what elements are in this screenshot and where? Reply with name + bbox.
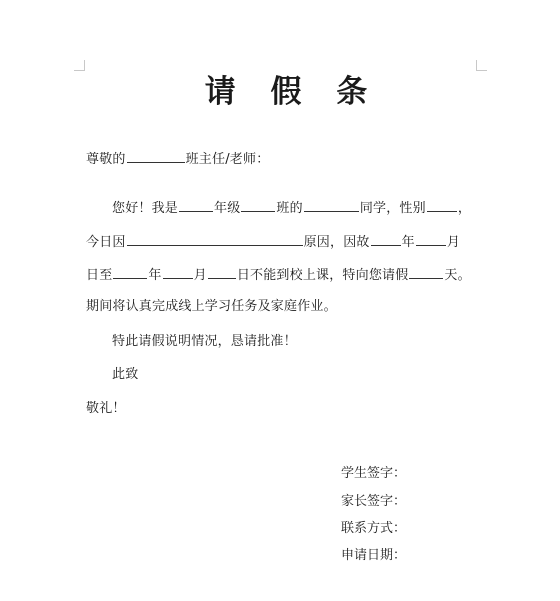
start-year-blank[interactable] [371,232,401,246]
intro-text-3: 班的 [276,201,303,216]
grade-blank[interactable] [179,198,213,212]
closing-jingli: 敬礼！ [86,401,126,416]
parent-signature-label: 家长签字： [341,494,407,509]
student-name-blank[interactable] [304,198,359,212]
salutation-prefix: 尊敬的 [86,152,126,167]
salutation-suffix: 班主任/老师： [185,152,270,167]
dates-text-5: 天。 [444,268,471,283]
reason-text-2: 原因，因故 [303,235,370,250]
paragraph-commitment: 期间将认真完成线上学习任务及家庭作业。 [86,299,337,314]
reason-blank[interactable] [127,232,303,246]
start-day-blank[interactable] [113,265,147,279]
reason-text-1: 今日因 [86,235,126,250]
start-month-blank[interactable] [416,232,446,246]
page-margin-corner-left [74,60,85,71]
intro-text-2: 年级 [214,201,241,216]
dates-text-1: 日至 [86,268,113,283]
page-margin-corner-right [476,60,487,71]
closing-cizhi: 此致 [112,367,139,382]
contact-label: 联系方式： [341,521,407,536]
teacher-name-blank[interactable] [127,149,185,163]
dates-text-3: 月 [193,268,207,283]
reason-text-3: 年 [401,235,415,250]
reason-text-4: 月 [446,235,461,250]
end-month-blank[interactable] [208,265,236,279]
paragraph-reason [86,232,460,252]
class-blank[interactable] [241,198,275,212]
leave-days-blank[interactable] [409,265,443,279]
paragraph-request: 特此请假说明情况，恳请批准！ [112,334,297,349]
gender-blank[interactable] [427,198,457,212]
intro-text-1: 您好！我是 [112,201,179,216]
end-year-blank[interactable] [163,265,193,279]
dates-text-2: 年 [148,268,162,283]
dates-text-4: 日不能到校上课，特向您请假 [236,268,409,283]
student-signature-label: 学生签字： [341,466,407,481]
intro-text-4: 同学，性别 [359,201,426,216]
paragraph-intro [112,198,471,218]
paragraph-dates [86,265,471,285]
salutation-line [86,149,269,169]
document-title: 请 假 条 [204,74,380,110]
intro-text-5: ， [457,201,472,216]
application-date-label: 申请日期： [341,548,407,563]
